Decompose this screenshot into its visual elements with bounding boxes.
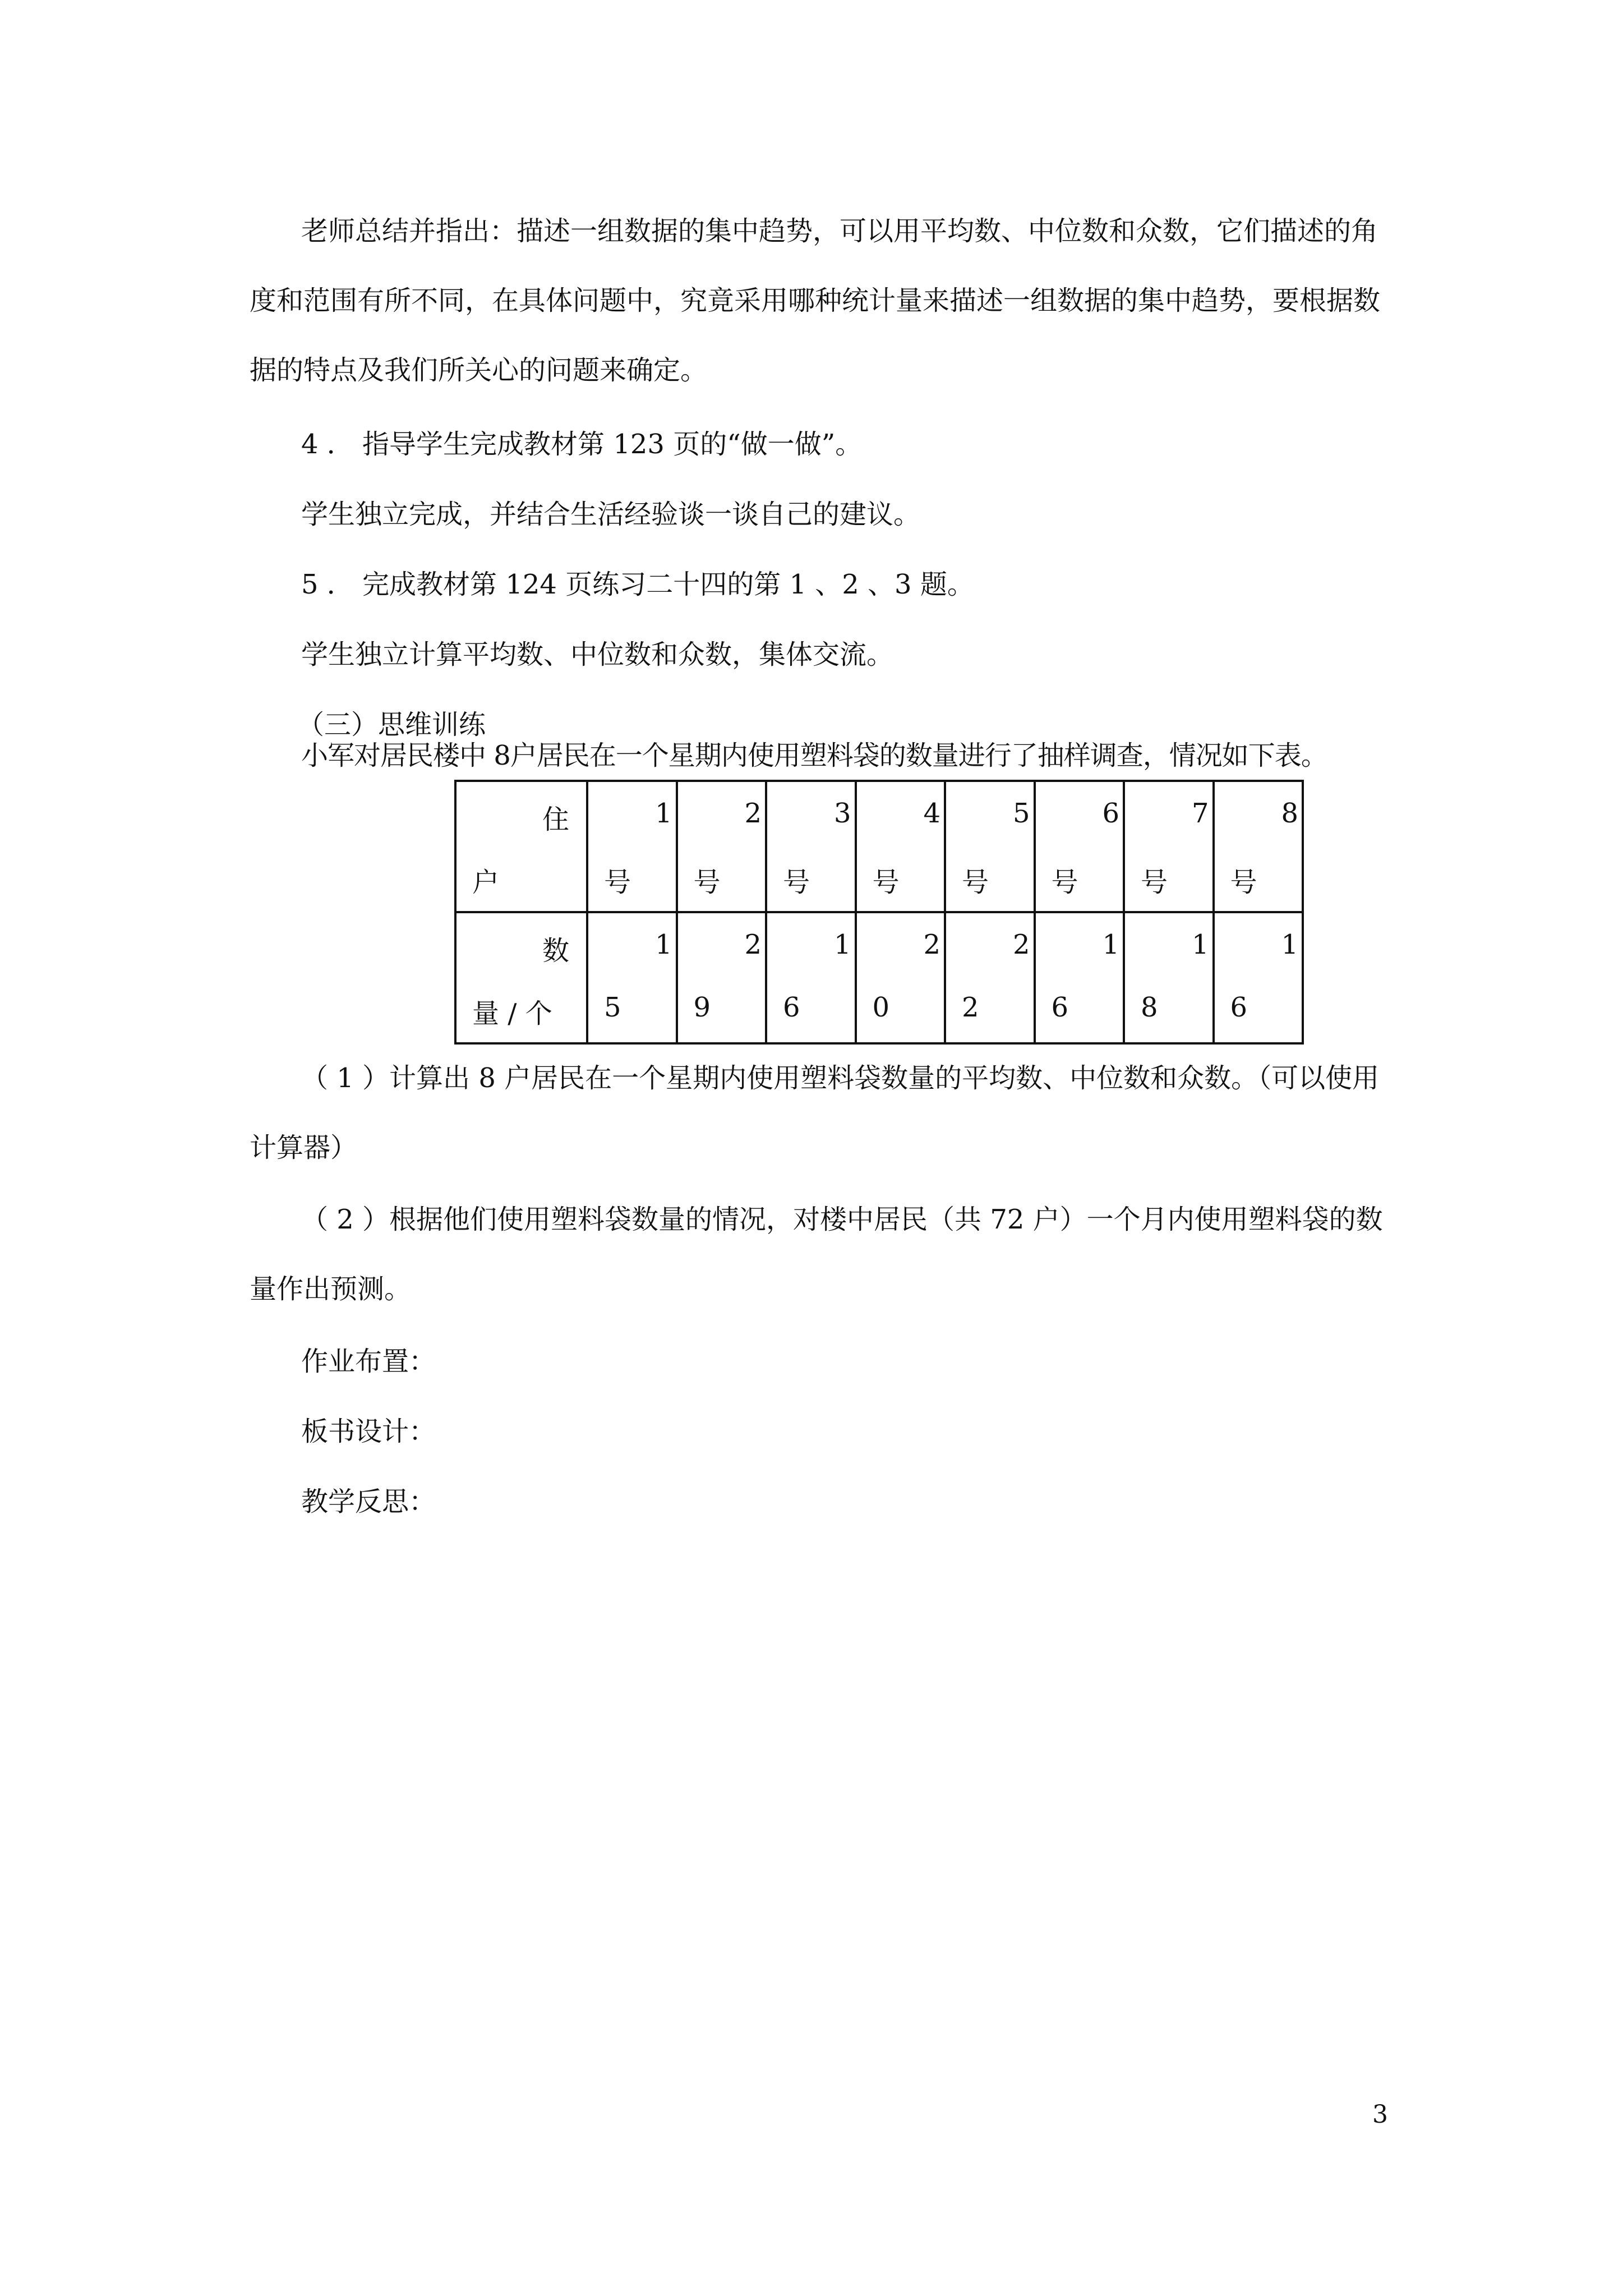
table-cell [1035, 781, 1124, 912]
table-cell [677, 912, 767, 1043]
homework-label: 作业布置： [301, 1346, 436, 1377]
cell-top-text: 1 [1281, 929, 1298, 960]
header-label-top: 住 [542, 804, 569, 835]
cell-bottom-text: 6 [1051, 992, 1069, 1023]
table-cell [1035, 912, 1124, 1043]
header-label-bottom: 量 / 个 [472, 998, 552, 1029]
cell-top-text: 7 [1191, 798, 1209, 829]
cell-bottom-text: 号 [1141, 867, 1168, 898]
table-cell [1124, 781, 1214, 912]
board-design-label: 板书设计： [301, 1416, 436, 1447]
section-heading-thinking-training: （三）思维训练 [297, 709, 486, 740]
table-cell [1214, 912, 1303, 1043]
table-cell [856, 912, 946, 1043]
teaching-reflection-label: 教学反思： [301, 1486, 436, 1517]
table-row-header [455, 781, 587, 912]
cell-bottom-text: 号 [783, 867, 810, 898]
item-5-note: 学生独立计算平均数、中位数和众数，集体交流。 [301, 639, 894, 670]
table-row-header [455, 912, 587, 1043]
item-4: 4 ． 指导学生完成教材第 123 页的“做一做”。 [301, 429, 863, 460]
cell-bottom-text: 5 [604, 992, 621, 1023]
problem-intro: 小军对居民楼中 8户居民在一个星期内使用塑料袋的数量进行了抽样调查，情况如下表。 [301, 740, 1327, 771]
item-4-note: 学生独立完成，并结合生活经验谈一谈自己的建议。 [301, 499, 921, 530]
cell-bottom-text: 6 [783, 992, 800, 1023]
cell-top-text: 1 [654, 929, 672, 960]
survey-table [454, 780, 1304, 1045]
cell-bottom-text: 号 [604, 867, 631, 898]
table-cell [856, 781, 946, 912]
page-number: 3 [1372, 2100, 1388, 2129]
item-5: 5 ． 完成教材第 124 页练习二十四的第 1 、2 、3 题。 [301, 569, 974, 600]
table-cell [1124, 912, 1214, 1043]
table-cell [766, 912, 856, 1043]
summary-paragraph: 老师总结并指出：描述一组数据的集中趋势，可以用平均数、中位数和众数，它们描述的角度和范围有所不同，在具体问题中，究竟采用哪种统计量来描述一组数据的集中趋势，要根据数据的特点及我们所关心的问题来确定。 [250, 215, 1381, 386]
table-cell [945, 912, 1035, 1043]
cell-top-text: 4 [923, 798, 940, 829]
cell-top-text: 2 [923, 929, 940, 960]
cell-top-text: 2 [744, 798, 762, 829]
cell-top-text: 1 [1102, 929, 1119, 960]
table-row [455, 912, 1303, 1043]
header-label-top: 数 [542, 935, 569, 967]
cell-bottom-text: 号 [1051, 867, 1078, 898]
table-cell [945, 781, 1035, 912]
question-2: （ 2 ）根据他们使用塑料袋数量的情况，对楼中居民（共 72 户）一个月内使用塑料袋的数量作出预测。 [250, 1204, 1383, 1305]
cell-bottom-text: 号 [962, 867, 989, 898]
header-label-bottom: 户 [472, 867, 500, 898]
question-1: （ 1 ）计算出 8 户居民在一个星期内使用塑料袋数量的平均数、中位数和众数。（可以使用计算器） [250, 1062, 1380, 1163]
cell-bottom-text: 0 [872, 992, 890, 1023]
cell-bottom-text: 8 [1141, 992, 1158, 1023]
table-cell [766, 781, 856, 912]
cell-top-text: 1 [833, 929, 851, 960]
cell-bottom-text: 号 [693, 867, 721, 898]
cell-bottom-text: 号 [872, 867, 900, 898]
cell-top-text: 1 [654, 798, 672, 829]
cell-top-text: 3 [833, 798, 851, 829]
cell-top-text: 6 [1102, 798, 1119, 829]
cell-bottom-text: 9 [693, 992, 711, 1023]
cell-top-text: 2 [1012, 929, 1030, 960]
cell-bottom-text: 2 [962, 992, 979, 1023]
table-cell [587, 781, 677, 912]
table-cell [1214, 781, 1303, 912]
cell-bottom-text: 6 [1230, 992, 1248, 1023]
table-row [455, 781, 1303, 912]
cell-bottom-text: 号 [1230, 867, 1257, 898]
cell-top-text: 5 [1012, 798, 1030, 829]
table-cell [677, 781, 767, 912]
cell-top-text: 2 [744, 929, 762, 960]
cell-top-text: 8 [1281, 798, 1298, 829]
table-cell [587, 912, 677, 1043]
cell-top-text: 1 [1191, 929, 1209, 960]
